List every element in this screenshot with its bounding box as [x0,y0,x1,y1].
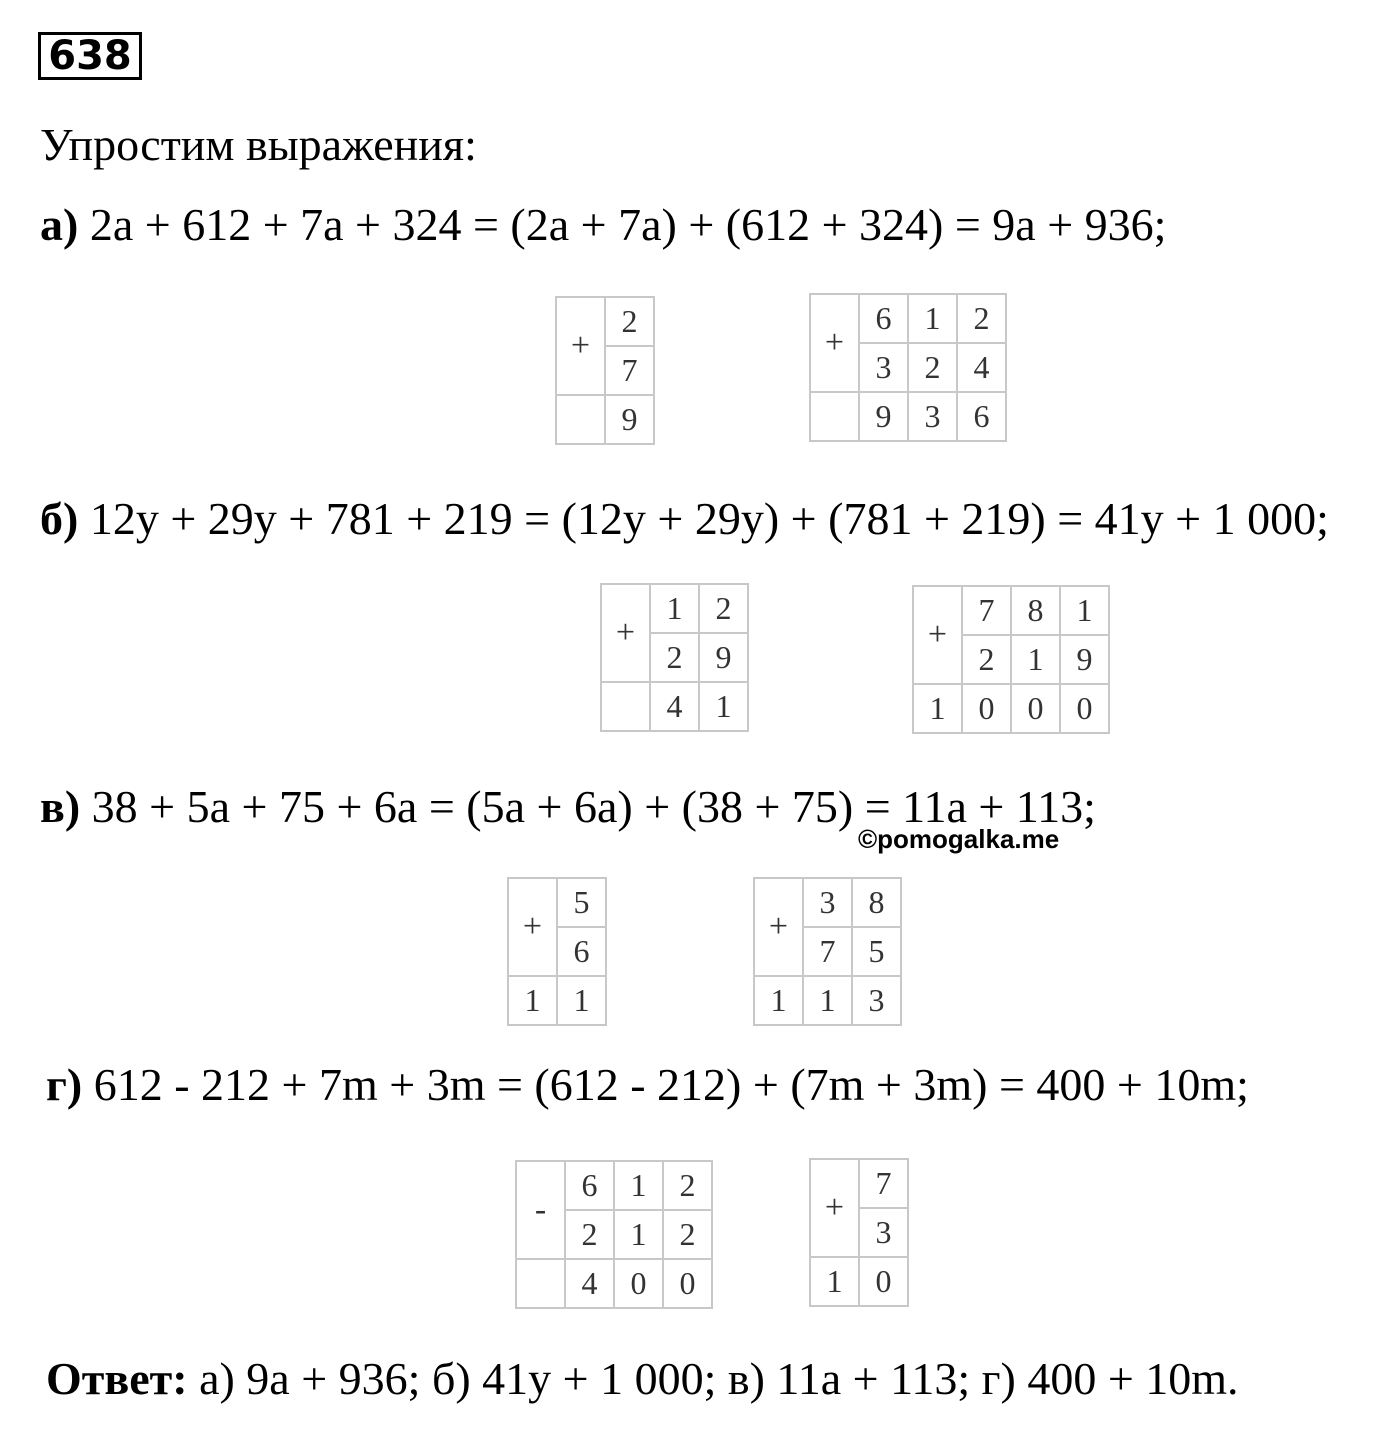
digit: 3 [859,343,908,392]
digit: 6 [565,1161,614,1210]
operator: + [913,586,962,684]
digit: 1 [803,976,852,1025]
equation-label: а) [40,199,79,250]
equation-expression: 612 - 212 + 7m + 3m = (612 - 212) + (7m + 3m) = 400 + 10m; [93,1059,1249,1110]
equation-label: б) [40,493,79,544]
equation-label: г) [46,1059,83,1110]
digit: 9 [699,633,748,682]
digit: 6 [957,392,1006,441]
digit: 0 [962,684,1011,733]
digit: 2 [908,343,957,392]
operator: + [754,878,803,976]
equation-expression: 38 + 5a + 75 + 6a = (5a + 6a) + (38 + 75) = 11a + 113; [91,781,1096,832]
operator: + [508,878,557,976]
digit: 5 [852,927,901,976]
digit: 2 [699,584,748,633]
digit: 2 [663,1210,712,1259]
digit: 2 [962,635,1011,684]
operator: + [556,297,605,395]
column-calc-g2 [809,1158,909,1307]
digit: 4 [650,682,699,731]
digit: 9 [1060,635,1109,684]
digit: 5 [557,878,606,927]
column-calc-b2 [912,585,1110,734]
digit: 8 [852,878,901,927]
equation-expression: 12y + 29y + 781 + 219 = (12y + 29y) + (781 + 219) = 41y + 1 000; [89,493,1329,544]
digit: 3 [803,878,852,927]
digit: 7 [605,346,654,395]
digit: 0 [1011,684,1060,733]
digit: 2 [650,633,699,682]
digit: 1 [913,684,962,733]
column-calc-a2 [809,293,1007,442]
digit: 1 [508,976,557,1025]
digit: 1 [1011,635,1060,684]
digit: 0 [859,1257,908,1306]
answer-label: Ответ: [46,1353,188,1404]
digit: 2 [663,1161,712,1210]
digit: 6 [557,927,606,976]
watermark: ©pomogalka.me [858,824,1060,854]
digit: 0 [663,1259,712,1308]
digit: 3 [908,392,957,441]
digit: 4 [565,1259,614,1308]
equation-g [46,1058,1249,1111]
equation-a [40,198,1166,251]
operator: + [810,1159,859,1257]
digit: 1 [650,584,699,633]
answer-text: а) 9a + 936; б) 41y + 1 000; в) 11a + 113; г) 400 + 10m. [199,1353,1239,1404]
task-number: 638 [38,32,142,80]
column-calc-v2 [753,877,902,1026]
digit: 0 [1060,684,1109,733]
digit: 9 [859,392,908,441]
digit: 1 [614,1161,663,1210]
column-calc-v1 [507,877,607,1026]
equation-label: в) [40,781,81,832]
digit [516,1259,565,1308]
equation-b [40,492,1329,545]
digit: 1 [908,294,957,343]
digit: 3 [852,976,901,1025]
equation-expression: 2a + 612 + 7a + 324 = (2a + 7a) + (612 + 324) = 9a + 936; [89,199,1167,250]
operator: - [516,1161,565,1259]
digit: 1 [810,1257,859,1306]
digit [810,392,859,441]
digit [601,682,650,731]
digit: 8 [1011,586,1060,635]
operator: + [601,584,650,682]
digit: 2 [565,1210,614,1259]
digit: 1 [614,1210,663,1259]
operator: + [810,294,859,392]
digit: 2 [605,297,654,346]
column-calc-a1 [555,296,655,445]
digit: 0 [614,1259,663,1308]
answer [46,1352,1239,1405]
column-calc-b1 [600,583,749,732]
digit: 4 [957,343,1006,392]
column-calc-g1 [515,1160,713,1309]
digit: 7 [803,927,852,976]
digit: 1 [557,976,606,1025]
digit: 6 [859,294,908,343]
digit: 7 [859,1159,908,1208]
heading: Упростим выражения: [40,119,477,170]
digit [556,395,605,444]
digit: 7 [962,586,1011,635]
digit: 9 [605,395,654,444]
digit: 2 [957,294,1006,343]
digit: 3 [859,1208,908,1257]
digit: 1 [699,682,748,731]
digit: 1 [754,976,803,1025]
digit: 1 [1060,586,1109,635]
